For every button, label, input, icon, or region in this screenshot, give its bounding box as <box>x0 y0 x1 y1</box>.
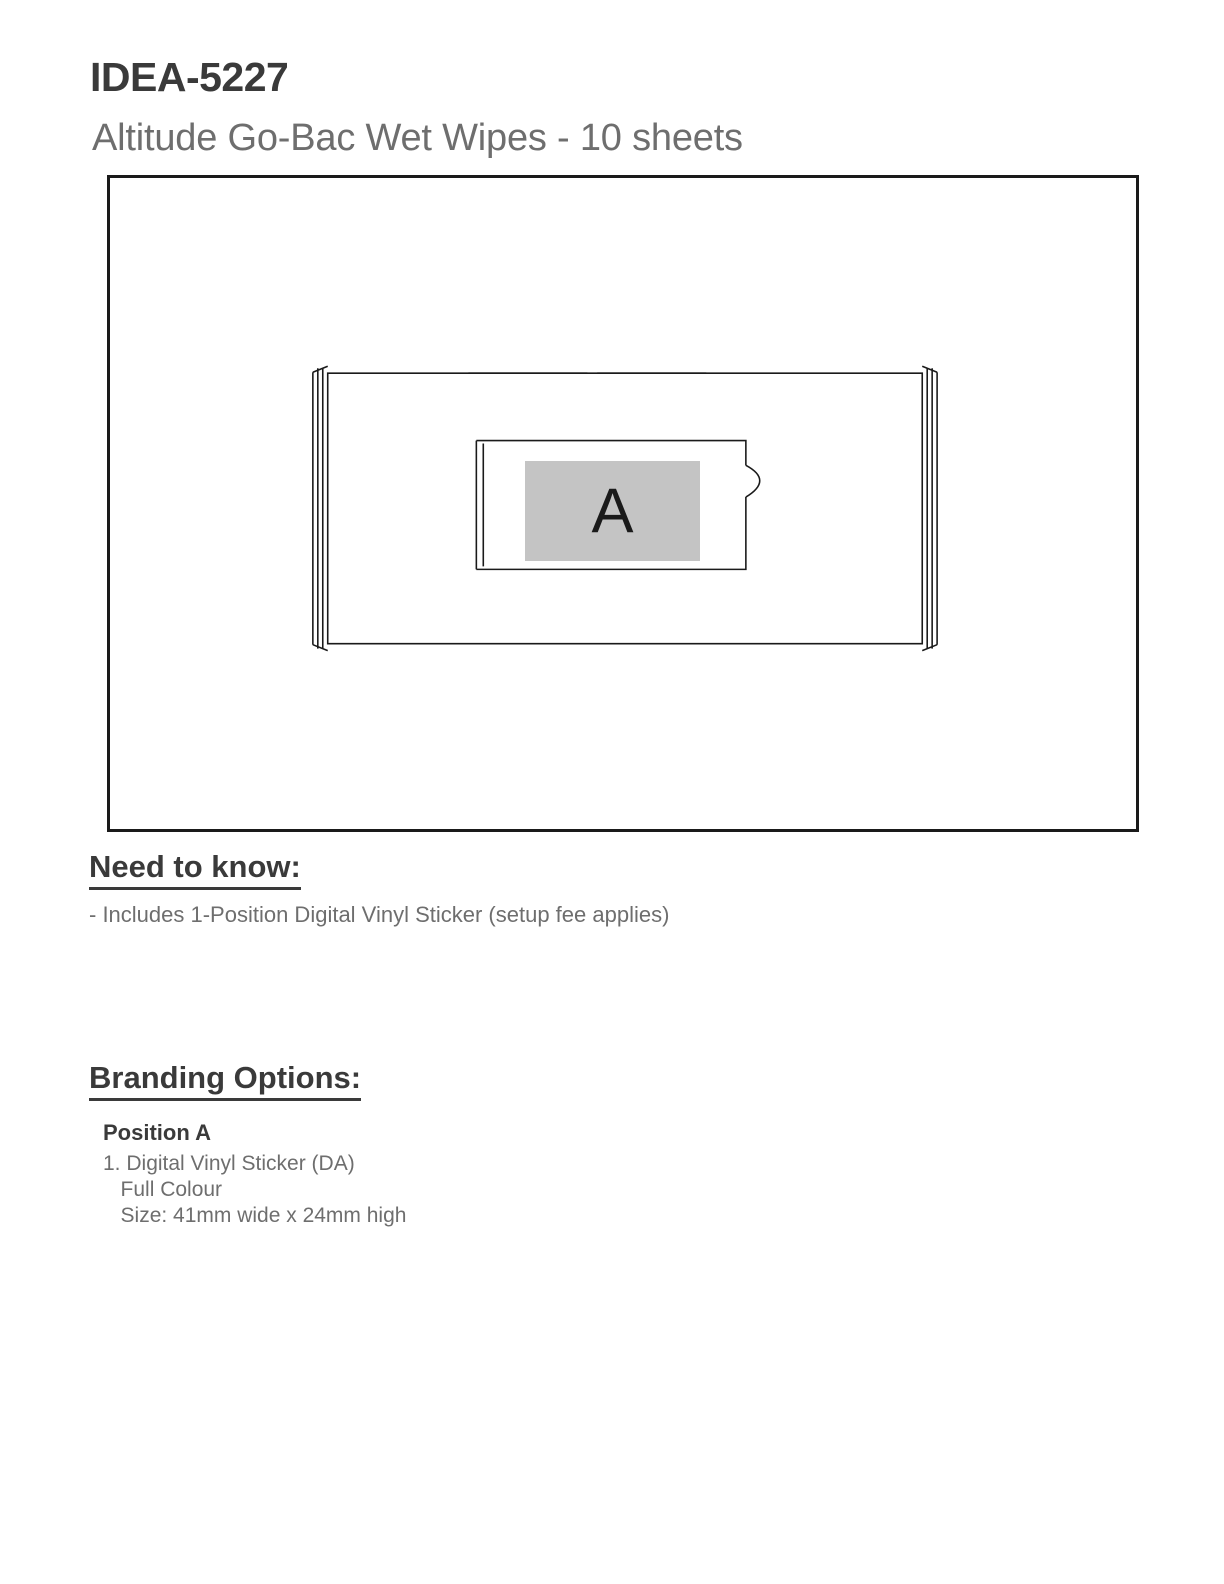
branding-options-heading: Branding Options: <box>89 1060 361 1101</box>
product-sku: IDEA-5227 <box>90 54 289 100</box>
branding-position-size <box>103 1203 406 1229</box>
branding-position-title: Position A <box>103 1120 211 1145</box>
branding-position-colour-label: Full Colour <box>120 1178 223 1201</box>
page-title: Altitude Go-Bac Wet Wipes - 10 sheets <box>92 117 743 159</box>
branding-position-method-label: Digital Vinyl Sticker (DA) <box>126 1152 355 1175</box>
branding-position-size-label: Size: 41mm wide x 24mm high <box>120 1204 407 1227</box>
need-to-know-item: - Includes 1-Position Digital Vinyl Sticker (setup fee applies) <box>89 902 670 927</box>
branding-position-number: 1. <box>103 1152 121 1175</box>
need-to-know-heading: Need to know: <box>89 849 301 890</box>
branding-position-method <box>103 1151 406 1177</box>
branding-position-colour <box>103 1177 406 1203</box>
branding-position-marker-label: A <box>591 476 634 546</box>
branding-position-details <box>103 1151 406 1229</box>
product-image-frame <box>107 175 1139 832</box>
